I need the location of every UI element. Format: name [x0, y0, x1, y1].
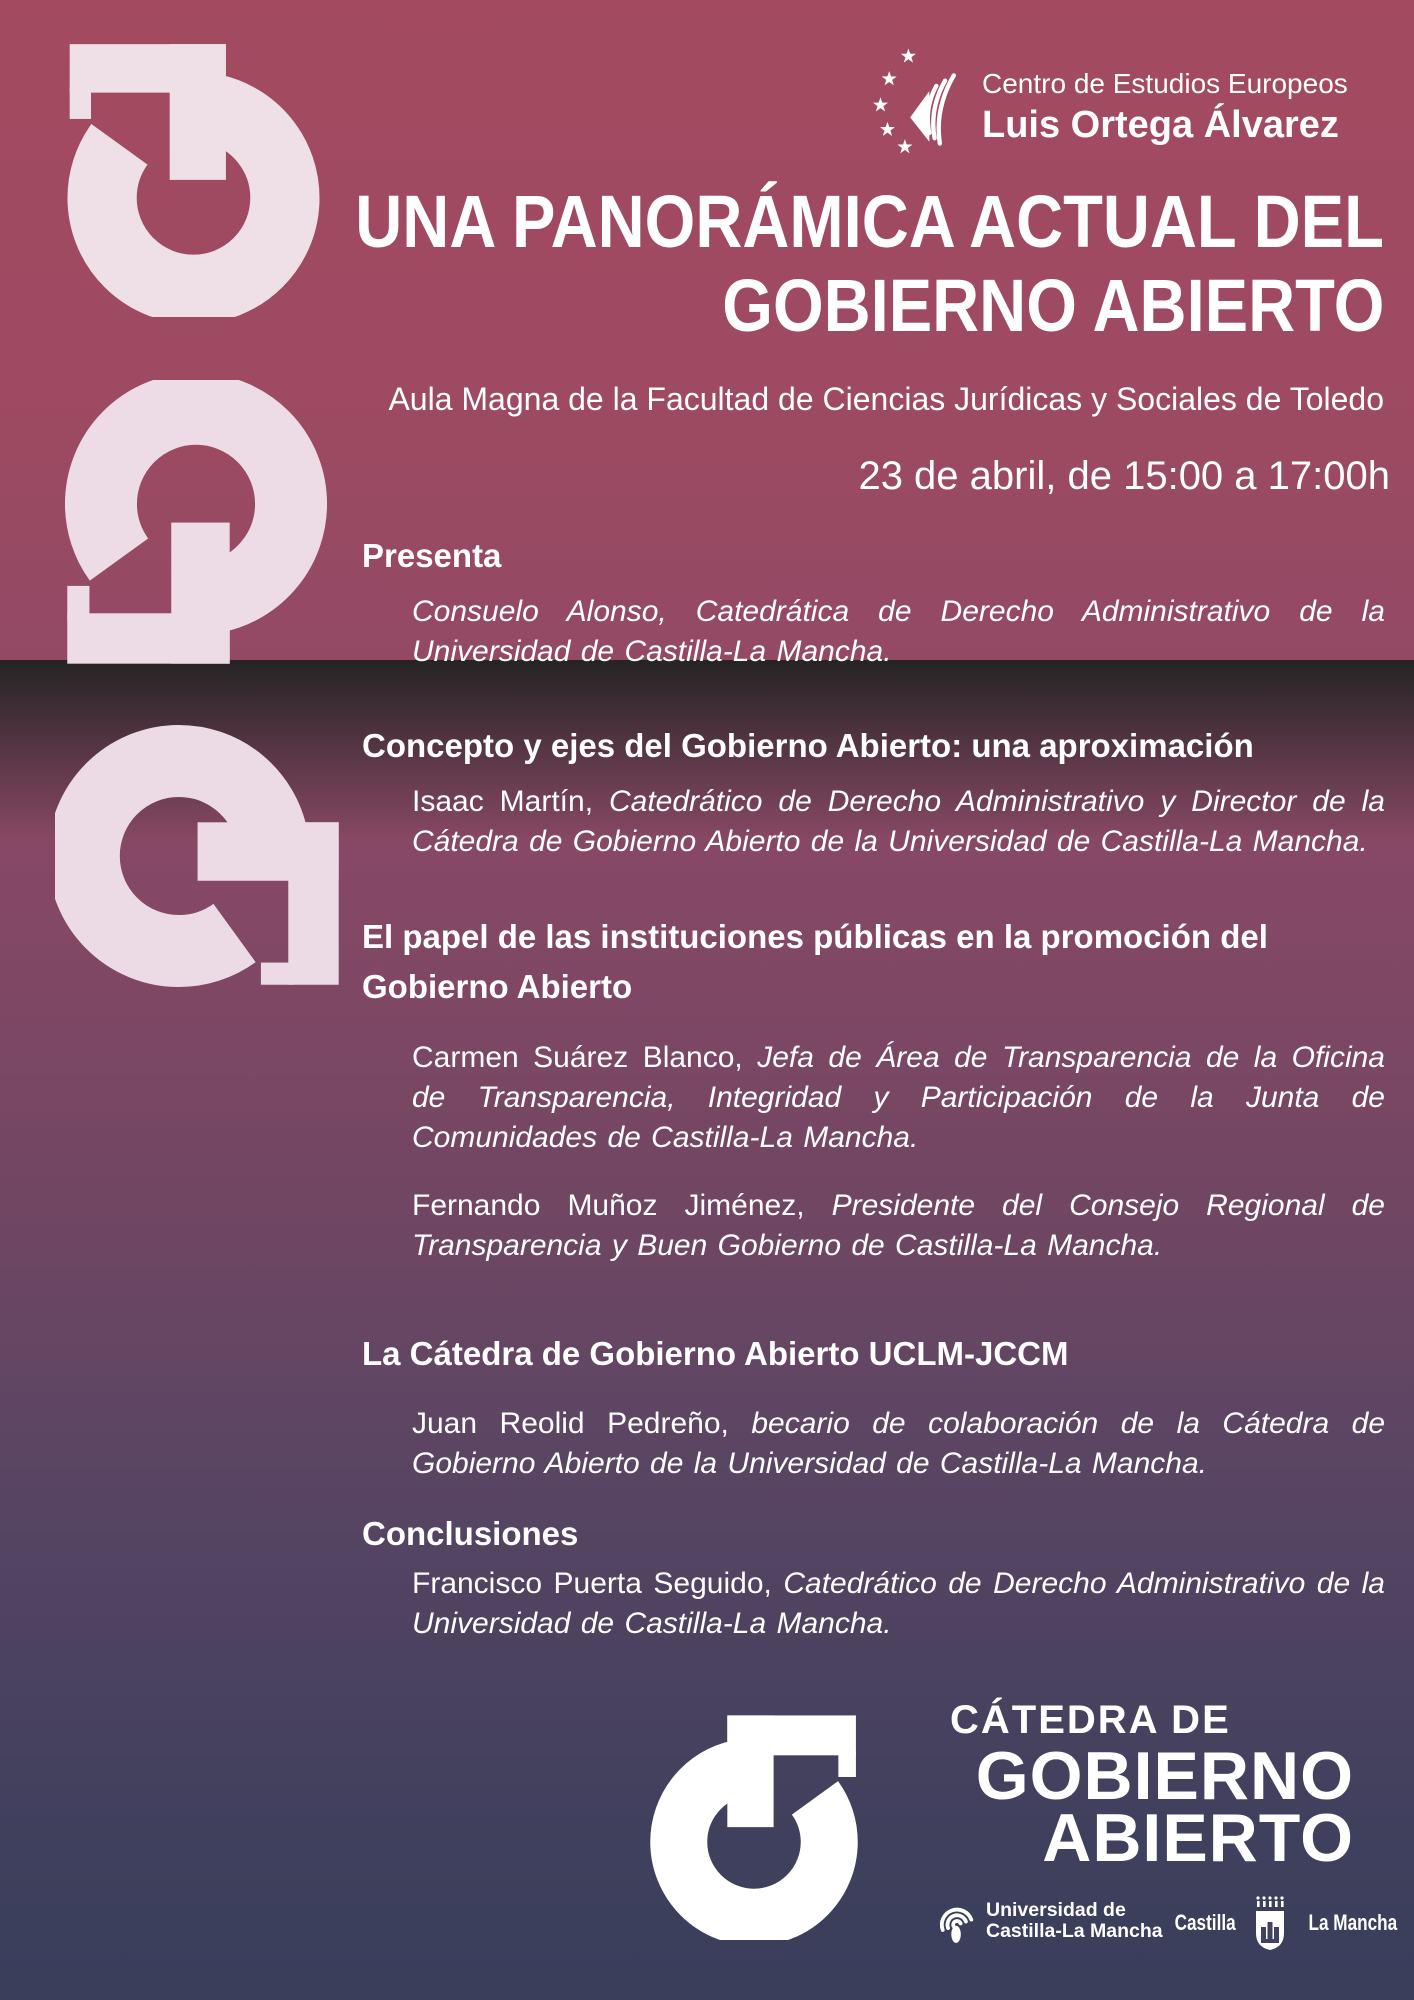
- speaker-paragraph: [362, 1038, 1385, 1158]
- uclm-logo: [938, 1894, 1163, 1948]
- cee-line2: Luis Ortega Álvarez: [982, 104, 1339, 146]
- title-line2: GOBIERNO ABIERTO: [721, 264, 1384, 347]
- title-line1: UNA PANORÁMICA ACTUAL DEL: [355, 180, 1384, 263]
- speaker-name: Fernando Muñoz Jiménez,: [412, 1189, 805, 1222]
- section-heading-conclusiones: Conclusiones: [362, 1515, 579, 1552]
- speaker-name: Juan Reolid Pedreño,: [412, 1407, 729, 1440]
- speaker-name: Carmen Suárez Blanco,: [412, 1041, 743, 1074]
- jccm-right-word: La Mancha: [1308, 1910, 1398, 1935]
- jccm-left-word: Castilla: [1174, 1910, 1236, 1935]
- catedra-line2: GOBIERNO: [975, 1738, 1354, 1814]
- cee-logo: [870, 38, 1348, 160]
- catedra-wordmark: [950, 1698, 1354, 1876]
- section-heading-catedra: La Cátedra de Gobierno Abierto UCLM-JCCM: [362, 1335, 1069, 1372]
- cee-line1: Centro de Estudios Europeos: [982, 68, 1348, 99]
- section-heading-concepto: Concepto y ejes del Gobierno Abierto: una aproximación: [362, 727, 1254, 764]
- speaker-name: Francisco Puerta Seguido,: [412, 1567, 772, 1600]
- speaker-role: Jefa de Área de Transparencia de la Oficina de Transparencia, Integridad y Participación de la Junta de Comunidades de Castilla-La Mancha.: [412, 1041, 1385, 1154]
- section-heading-presenta: Presenta: [362, 537, 502, 574]
- speaker-role: Catedrático de Derecho Administrativo y Director de la Cátedra de Gobierno Abierto de la Universidad de Castilla-La Mancha.: [412, 785, 1385, 858]
- speaker-paragraph: [362, 782, 1385, 862]
- programme: [362, 536, 1385, 1644]
- speaker-role: becario de colaboración de la Cátedra de Gobierno Abierto de la Universidad de Castilla-La Mancha.: [412, 1407, 1386, 1480]
- speaker-paragraph: [362, 1404, 1385, 1484]
- speaker-role: Catedrático de Derecho Administrativo de la Universidad de Castilla-La Mancha.: [412, 1567, 1385, 1640]
- uclm-line1: Universidad de: [986, 1899, 1126, 1921]
- uclm-line2: Castilla-La Mancha: [986, 1920, 1163, 1942]
- jccm-logo: [1166, 1894, 1410, 1952]
- speaker-paragraph: [362, 1186, 1385, 1266]
- uclm-icon: [938, 1894, 976, 1948]
- section-heading-papel: El papel de las instituciones públicas en la promoción del Gobierno Abierto: [362, 918, 1268, 1005]
- speaker-role: Catedrática de Derecho Administrativo de la Universidad de Castilla-La Mancha.: [412, 595, 1385, 668]
- gobierno-abierto-g-logo: [640, 1712, 868, 1940]
- speaker-role: Presidente del Consejo Regional de Transparencia y Buen Gobierno de Castilla-La Mancha.: [412, 1189, 1385, 1262]
- speaker-name: Isaac Martín,: [412, 785, 594, 818]
- event-datetime: 23 de abril, de 15:00 a 17:00h: [858, 454, 1390, 498]
- speaker-name: Consuelo Alonso,: [412, 595, 667, 628]
- eu-stars-arc-icon: [870, 38, 966, 160]
- jccm-shield-icon: [1253, 1894, 1287, 1952]
- catedra-line3: ABIERTO: [1042, 1800, 1354, 1876]
- venue-subtitle: Aula Magna de la Facultad de Ciencias Jurídicas y Sociales de Toledo: [388, 381, 1384, 417]
- catedra-line1: CÁTEDRA DE: [950, 1698, 1231, 1742]
- speaker-paragraph: [362, 592, 1385, 672]
- page-title: [215, 180, 1384, 348]
- speaker-paragraph: [362, 1564, 1385, 1644]
